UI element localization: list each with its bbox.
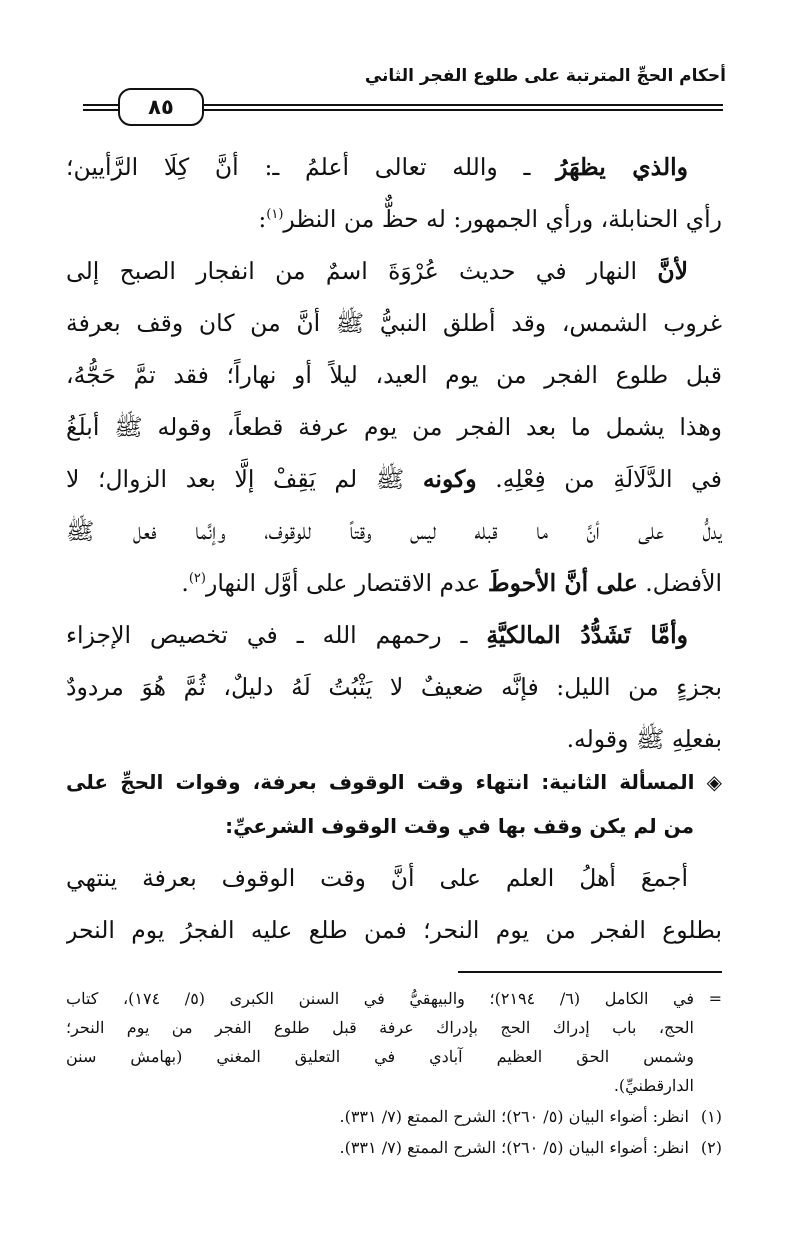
footnote-ref: (١): [266, 207, 284, 223]
header-rule-left: [83, 104, 119, 110]
text-line: قبل طلوع الفجر من يوم العيد، ليلاً أو نهاراً؛ فقد تمَّ حَجُّهُ،: [66, 361, 722, 389]
page-number: ٨٥: [118, 88, 204, 126]
text-line: بطلوع الفجر من يوم النحر؛ فمن طلع عليه الفجرُ يوم النحر: [66, 916, 722, 944]
text-line: الأفضل. على أنَّ الأحوطَ عدم الاقتصار على أوَّل النهار$^{(٢)}$.: [181, 569, 722, 597]
text-line: في الدَّلَالَةِ من فِعْلِهِ. وكونه ﷺ لم يَقِفْ إلَّا بعد الزوال؛ لا: [66, 465, 722, 493]
text-line: رأي الحنابلة، ورأي الجمهور: له حظٌّ من النظر$^{(١)}$:: [258, 205, 722, 233]
text-line: بجزءٍ من الليل: فإنَّه ضعيفٌ لا يَثْبُتُ لَهُ دليلٌ، ثُمَّ هُوَ مردودٌ: [66, 673, 722, 701]
text-line: أجمعَ أهلُ العلم على أنَّ وقت الوقوف بعرفة ينتهي: [66, 864, 688, 892]
text-line: وهذا يشمل ما بعد الفجر من يوم عرفة قطعاً، وقوله ﷺ أبلَغُ: [66, 413, 722, 441]
footnote-continuation: =في الكامل (٦/ ٢١٩٤)؛ والبيهقيُّ في السنن الكبرى (٥/ ١٧٤)، كتاب: [66, 989, 722, 1008]
footnotes: =في الكامل (٦/ ٢١٩٤)؛ والبيهقيُّ في السنن الكبرى (٥/ ١٧٤)، كتاب الحج، باب إدراك الحج بإدراك عرفة قبل طلوع الفجر من يوم النحر؛ وشمس الحق العظيم آبادي في التعليق المغني (بهامش سنن الدارقطنيِّ). (١) انظر: أضواء البيان (٥/ ٢٦٠)؛ الشرح الممتع (٧/ ٣٣١). (٢) انظر: أضواء البيان (٥/ ٢٦٠)؛ الشرح الممتع (٧/ ٣٣١).: [66, 984, 722, 1162]
section-heading: ◈ المسألة الثانية: انتهاء وقت الوقوف بعرفة، وفوات الحجِّ على من لم يكن وقف بها في وقت الوقوف الشرعيِّ:: [66, 770, 722, 838]
text-line: والذي يظهَرُ ـ والله تعالى أعلمُ ـ: أنَّ كِلَا الرَّأيين؛: [66, 153, 688, 181]
footnote-separator: [458, 971, 722, 973]
diamond-bullet-icon: ◈: [706, 770, 722, 794]
footnote-2: (٢) انظر: أضواء البيان (٥/ ٢٦٠)؛ الشرح الممتع (٧/ ٣٣١).: [339, 1138, 722, 1157]
running-title: أحكام الحجِّ المترتبة على طلوع الفجر الثاني: [364, 66, 726, 86]
main-text: [66, 141, 722, 765]
footnote-1: (١) انظر: أضواء البيان (٥/ ٢٦٠)؛ الشرح الممتع (٧/ ٣٣١).: [339, 1107, 722, 1126]
text-line: وأمَّا تَشَدُّدُ المالكيَّةِ ـ رحمهم الله ـ في تخصيص الإجزاء: [66, 621, 688, 649]
text-line: بفعلِهِ ﷺ وقوله.: [566, 725, 722, 753]
footnote-ref: (٢): [188, 571, 206, 587]
header-rule-right: [203, 104, 723, 110]
main-text-continued: [66, 852, 722, 956]
text-line: يدلُّ على أنَّ ما قبله ليس وقتاً للوقوف، وإنَّما فعل ﷺ: [66, 517, 722, 545]
text-line: لأنَّ النهار في حديث عُرْوَةَ اسمٌ من انفجار الصبح إلى: [66, 257, 688, 285]
text-line: غروب الشمس، وقد أطلق النبيُّ ﷺ أنَّ من كان وقف بعرفة: [66, 309, 722, 337]
